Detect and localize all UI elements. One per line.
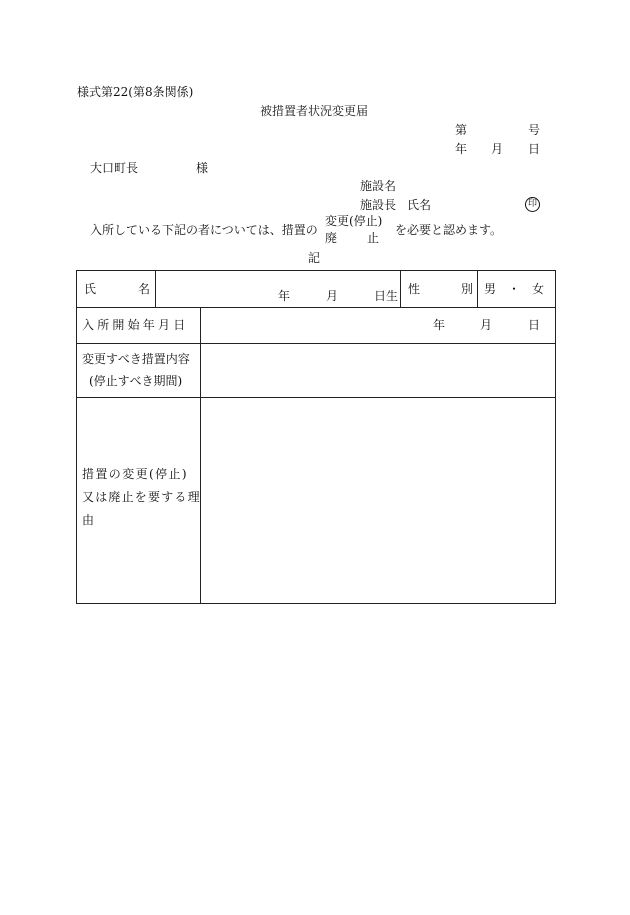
- row-divider: [77, 307, 555, 308]
- form-number: 様式第22(第8条関係): [77, 85, 194, 99]
- body-text: 入所している下記の者については、措置の: [90, 223, 318, 237]
- option-abolish-b: 止: [367, 231, 380, 245]
- admission-month: 月: [480, 318, 493, 332]
- row-divider: [77, 343, 555, 344]
- row-divider: [77, 397, 555, 398]
- facility-head-label: 施設長: [360, 198, 397, 212]
- change-label-line1: 変更すべき措置内容: [82, 352, 190, 366]
- reason-label-line1: 措置の変更(停止): [82, 467, 188, 481]
- record-table: [76, 270, 556, 604]
- addressee-honorific: 様: [196, 161, 209, 175]
- admission-day: 日: [528, 318, 541, 332]
- reason-label-line3: 由: [82, 513, 95, 527]
- body-text-end: を必要と認めます。: [395, 223, 503, 237]
- facility-name-label: 施設名: [360, 179, 397, 193]
- number-go: 号: [528, 123, 541, 137]
- option-change-stop: 変更(停止): [325, 214, 383, 228]
- name-label-b: 名: [138, 282, 151, 296]
- column-divider: [200, 307, 201, 603]
- sex-options: 男 ・ 女: [484, 282, 545, 296]
- name-label: 氏名: [407, 198, 432, 212]
- sex-label-a: 性: [408, 282, 421, 296]
- column-divider: [477, 271, 478, 307]
- date-month: 月: [491, 142, 504, 156]
- birth-year: 年: [278, 289, 291, 303]
- column-divider: [155, 271, 156, 307]
- change-label-line2: (停止すべき期間): [89, 374, 183, 388]
- birth-day: 日生: [374, 289, 399, 303]
- number-dai: 第: [455, 123, 468, 137]
- birth-month: 月: [326, 289, 339, 303]
- admission-date-label: 入所開始年月日: [82, 318, 189, 332]
- option-abolish-a: 廃: [325, 231, 338, 245]
- sex-label-b: 別: [461, 282, 474, 296]
- name-label-a: 氏: [84, 282, 97, 296]
- column-divider: [400, 271, 401, 307]
- admission-year: 年: [433, 318, 446, 332]
- date-day: 日: [528, 142, 541, 156]
- ki-heading: 記: [308, 251, 321, 265]
- seal-mark-icon: 印: [525, 197, 540, 212]
- document-title: 被措置者状況変更届: [260, 104, 369, 118]
- date-year: 年: [455, 142, 468, 156]
- addressee: 大口町長: [90, 161, 139, 175]
- reason-label-line2: 又は廃止を要する理: [82, 490, 201, 504]
